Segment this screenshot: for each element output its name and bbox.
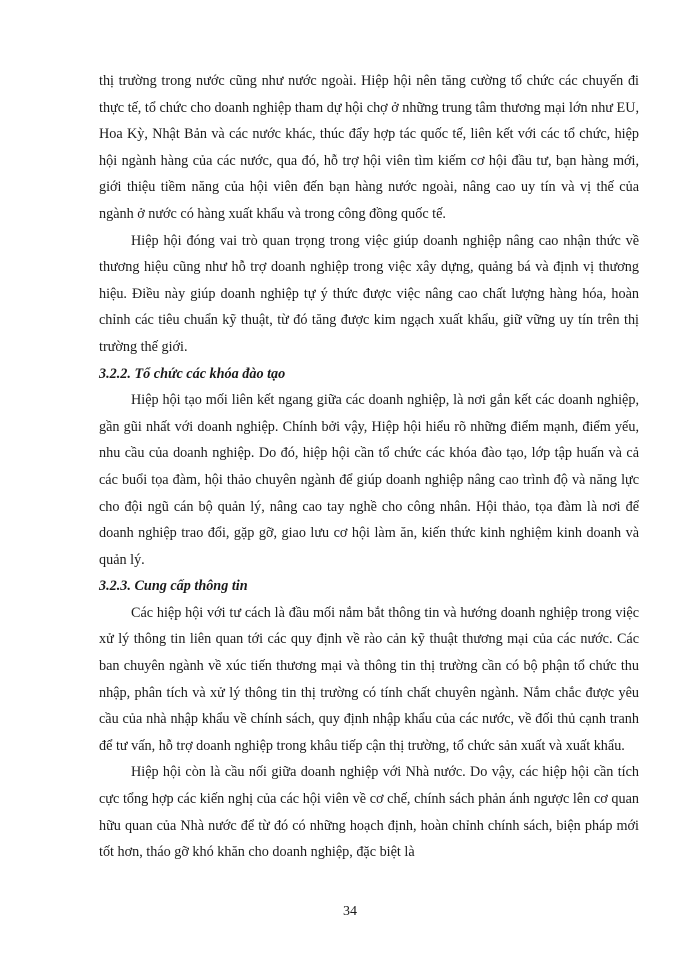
page-number: 34 bbox=[343, 904, 357, 919]
paragraph-state-bridge: Hiệp hội còn là cầu nối giữa doanh nghiệp với Nhà nước. Do vậy, các hiệp hội cần tích cực tổng hợp các kiến nghị của các hội viên về cơ chế, chính sách phản ánh ngược lên cơ quan hữu quan của Nhà nước để từ đó có những hoạch định, hoàn chỉnh chính sách, biện pháp mới tốt hơn, tháo gỡ khó khăn cho doanh nghiệp, đặc biệt là bbox=[99, 764, 639, 861]
paragraph-brand-role: Hiệp hội đóng vai trò quan trọng trong việc giúp doanh nghiệp nâng cao nhận thức về thương hiệu cũng như hỗ trợ doanh nghiệp trong việc xây dựng, quảng bá và định vị thương hiệu. Điều này giúp doanh nghiệp tự ý thức được việc nâng cao chất lượng hàng hóa, hoàn chỉnh các tiêu chuẩn kỹ thuật, từ đó tăng được kim ngạch xuất khẩu, giữ vững uy tín trên thị trường thế giới. bbox=[99, 232, 639, 355]
paragraph-information: Các hiệp hội với tư cách là đầu mối nắm bắt thông tin và hướng doanh nghiệp trong việc xử lý thông tin liên quan tới các quy định về rào cản kỹ thuật thương mại của các nước. Các ban chuyên ngành về xúc tiến thương mại và thông tin thị trường cần có bộ phận tổ chức thu nhập, phân tích và xử lý thông tin thị trường có tính chất chuyên ngành. Nắm chắc được yêu cầu của nhà nhập khẩu về chính sách, quy định nhập khẩu của các nước, về đối thủ cạnh tranh để tư vấn, hỗ trợ doanh nghiệp trong khâu tiếp cận thị trường, tổ chức sản xuất và xuất khẩu. bbox=[99, 604, 639, 754]
section-heading-training: 3.2.2. Tổ chức các khóa đào tạo bbox=[99, 365, 286, 382]
paragraph-continuation: thị trường trong nước cũng như nước ngoài. Hiệp hội nên tăng cường tổ chức các chuyến đi thực tế, tổ chức cho doanh nghiệp tham dự hội chợ ở những trung tâm thương mại lớn như EU, Hoa Kỳ, Nhật Bản và các nước khác, thúc đẩy hợp tác quốc tế, liên kết với các tổ chức, hiệp hội ngành hàng của các nước, qua đó, hỗ trợ hội viên tìm kiếm cơ hội đầu tư, bạn hàng mới, giới thiệu tiềm năng của hội viên đến bạn hàng nước ngoài, nâng cao uy tín và vị thế của ngành ở nước có hàng xuất khẩu và trong công đồng quốc tế. bbox=[99, 73, 639, 222]
paragraph-training: Hiệp hội tạo mối liên kết ngang giữa các doanh nghiệp, là nơi gắn kết các doanh nghiệp, gần gũi nhất với doanh nghiệp. Chính bởi vậy, Hiệp hội hiểu rõ những điểm mạnh, điểm yếu, nhu cầu của doanh nghiệp. Do đó, hiệp hội cần tổ chức các khóa đào tạo, lớp tập huấn và cả các buổi tọa đàm, hội thảo chuyên ngành để giúp doanh nghiệp nâng cao trình độ và năng lực cho đội ngũ cán bộ quản lý, nâng cao tay nghề cho công nhân. Hội thảo, tọa đàm là nơi để doanh nghiệp trao đổi, gặp gỡ, giao lưu cơ hội làm ăn, kiến thức kinh nghiệm kinh doanh và quản lý. bbox=[99, 392, 639, 568]
page-body bbox=[99, 68, 639, 866]
section-heading-information: 3.2.3. Cung cấp thông tin bbox=[99, 578, 248, 595]
